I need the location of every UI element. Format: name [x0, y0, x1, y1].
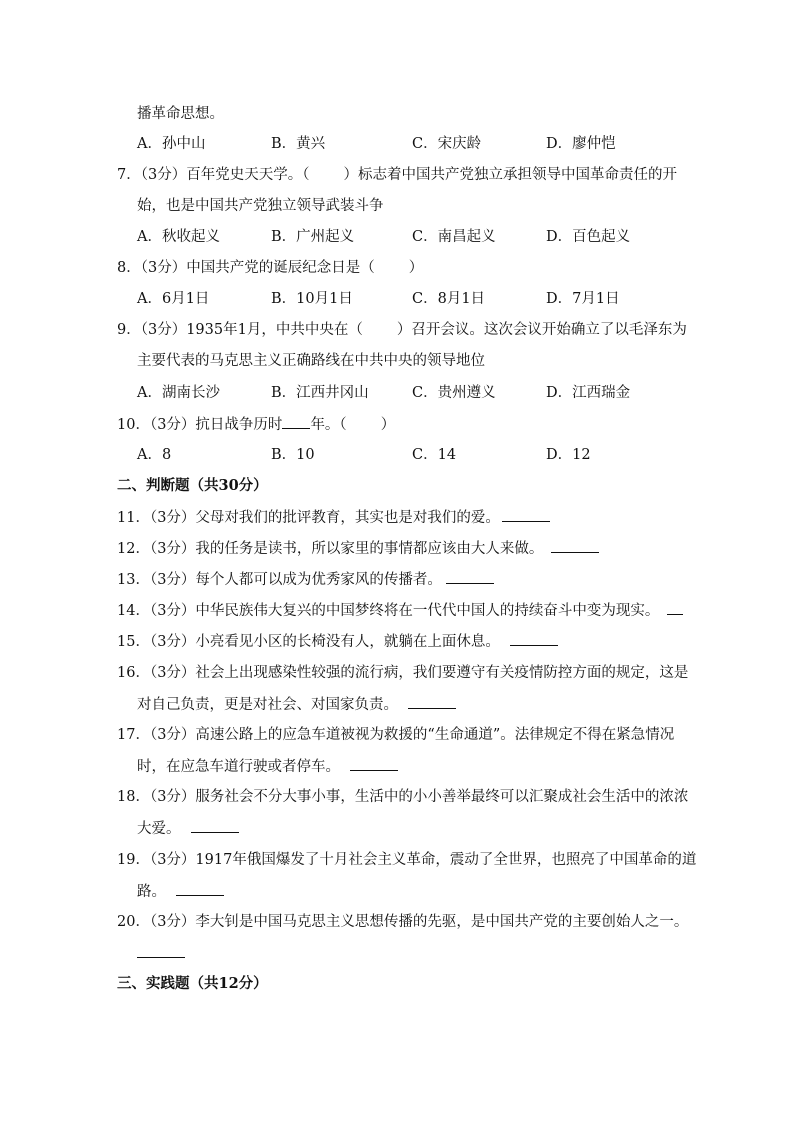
question-16: 16．（3分）社会上出现感染性较强的流行病，我们要遵守有关疫情防控方面的规定，这是 — [117, 665, 689, 681]
answer-blank — [551, 538, 599, 553]
q7-tail: ）标志着中国共产党独立承担领导中国革命责任的开 — [343, 167, 677, 183]
question-19: 19．（3分）1917年俄国爆发了十月社会主义革命，震动了全世界，也照亮了中国革命的道 — [117, 852, 697, 868]
q15-text: 15．（3分）小亮看见小区的长椅没有人，就躺在上面休息。 — [117, 634, 500, 650]
question-7 — [117, 165, 677, 185]
q11-text: 11．（3分）父母对我们的批评教育，其实也是对我们的爱。 — [117, 510, 500, 526]
q13-text: 13．（3分）每个人都可以成为优秀家风的传播者。 — [117, 572, 442, 588]
q7-option-b: B．广州起义 — [271, 229, 355, 245]
question-16-cont — [137, 694, 456, 715]
q7-option-c: C．南昌起义 — [412, 229, 496, 245]
answer-blank — [137, 943, 185, 958]
q19-text: 路。 — [137, 884, 166, 900]
q8-tail: ） — [408, 260, 424, 276]
q9-head: 9．（3分）1935年1月，中共中央在（ — [117, 322, 363, 338]
q9-option-a: A．湖南长沙 — [137, 385, 220, 401]
q14-text: 14．（3分）中华民族伟大复兴的中国梦终将在一代代中国人的持续奋斗中变为现实。 — [117, 603, 660, 619]
q10-option-b: B．10 — [271, 447, 315, 463]
question-8 — [117, 258, 423, 278]
q6-option-c: C．宋庆龄 — [412, 136, 482, 152]
question-11 — [117, 507, 550, 528]
q6-option-b: B．黄兴 — [271, 136, 326, 152]
q6-option-d: D．廖仲恺 — [546, 136, 616, 152]
q9-option-d: D．江西瑞金 — [546, 385, 631, 401]
question-17: 17．（3分）高速公路上的应急车道被视为救援的“生命通道”。法律规定不得在紧急情况 — [117, 727, 675, 743]
answer-blank — [176, 881, 224, 896]
q17-text: 时，在应急车道行驶或者停车。 — [137, 759, 340, 775]
q7-continuation: 始，也是中国共产党独立领导武装斗争 — [137, 198, 384, 214]
q10-option-a: A．8 — [137, 447, 172, 463]
question-20-cont — [137, 943, 185, 964]
answer-blank — [191, 818, 239, 833]
q8-option-b: B．10月1日 — [271, 291, 353, 307]
section-2-heading: 二、判断题（共30分） — [117, 477, 268, 494]
answer-blank — [446, 569, 494, 584]
q10-tail: ） — [380, 417, 396, 433]
q18-text: 大爱。 — [137, 821, 181, 837]
question-10 — [117, 414, 395, 435]
question-20: 20．（3分）李大钊是中国马克思主义思想传播的先驱，是中国共产党的主要创始人之一。 — [117, 914, 689, 930]
q9-continuation: 主要代表的马克思主义正确路线在中共中央的领导地位 — [137, 353, 485, 369]
answer-blank — [667, 600, 683, 615]
answer-blank — [350, 756, 398, 771]
question-9 — [117, 320, 687, 340]
answer-blank — [510, 631, 558, 646]
q6-option-a: A．孙中山 — [137, 136, 206, 152]
q7-head: 7．（3分）百年党史天天学。（ — [117, 167, 310, 183]
question-12 — [117, 538, 599, 559]
fill-blank — [282, 414, 310, 429]
q10-head: 10．（3分）抗日战争历时 — [117, 417, 283, 433]
q12-text: 12．（3分）我的任务是读书，所以家里的事情都应该由大人来做。 — [117, 541, 544, 557]
q9-option-c: C．贵州遵义 — [412, 385, 496, 401]
question-14 — [117, 600, 683, 621]
section-3-heading: 三、实践题（共12分） — [117, 975, 268, 992]
question-13 — [117, 569, 494, 590]
q8-option-d: D．7月1日 — [546, 291, 620, 307]
q10-option-c: C．14 — [412, 447, 457, 463]
q10-option-d: D．12 — [546, 447, 591, 463]
q16-text: 对自己负责，更是对社会、对国家负责。 — [137, 697, 398, 713]
answer-blank — [502, 507, 550, 522]
q7-option-d: D．百色起义 — [546, 229, 631, 245]
q10-mid: 年。（ — [310, 417, 347, 433]
question-17-cont — [137, 756, 398, 777]
question-15 — [117, 631, 558, 652]
q8-head: 8．（3分）中国共产党的诞辰纪念日是（ — [117, 260, 375, 276]
question-19-cont — [137, 881, 224, 902]
answer-blank — [408, 694, 456, 709]
question-18-cont — [137, 818, 239, 839]
q6-continuation: 播革命思想。 — [137, 106, 224, 122]
q8-option-a: A．6月1日 — [137, 291, 210, 307]
q9-option-b: B．江西井冈山 — [271, 385, 369, 401]
q8-option-c: C．8月1日 — [412, 291, 486, 307]
q9-tail: ）召开会议。这次会议开始确立了以毛泽东为 — [396, 322, 687, 338]
question-18: 18．（3分）服务社会不分大事小事，生活中的小小善举最终可以汇聚成社会生活中的浓浓 — [117, 789, 689, 805]
q7-option-a: A．秋收起义 — [137, 229, 220, 245]
